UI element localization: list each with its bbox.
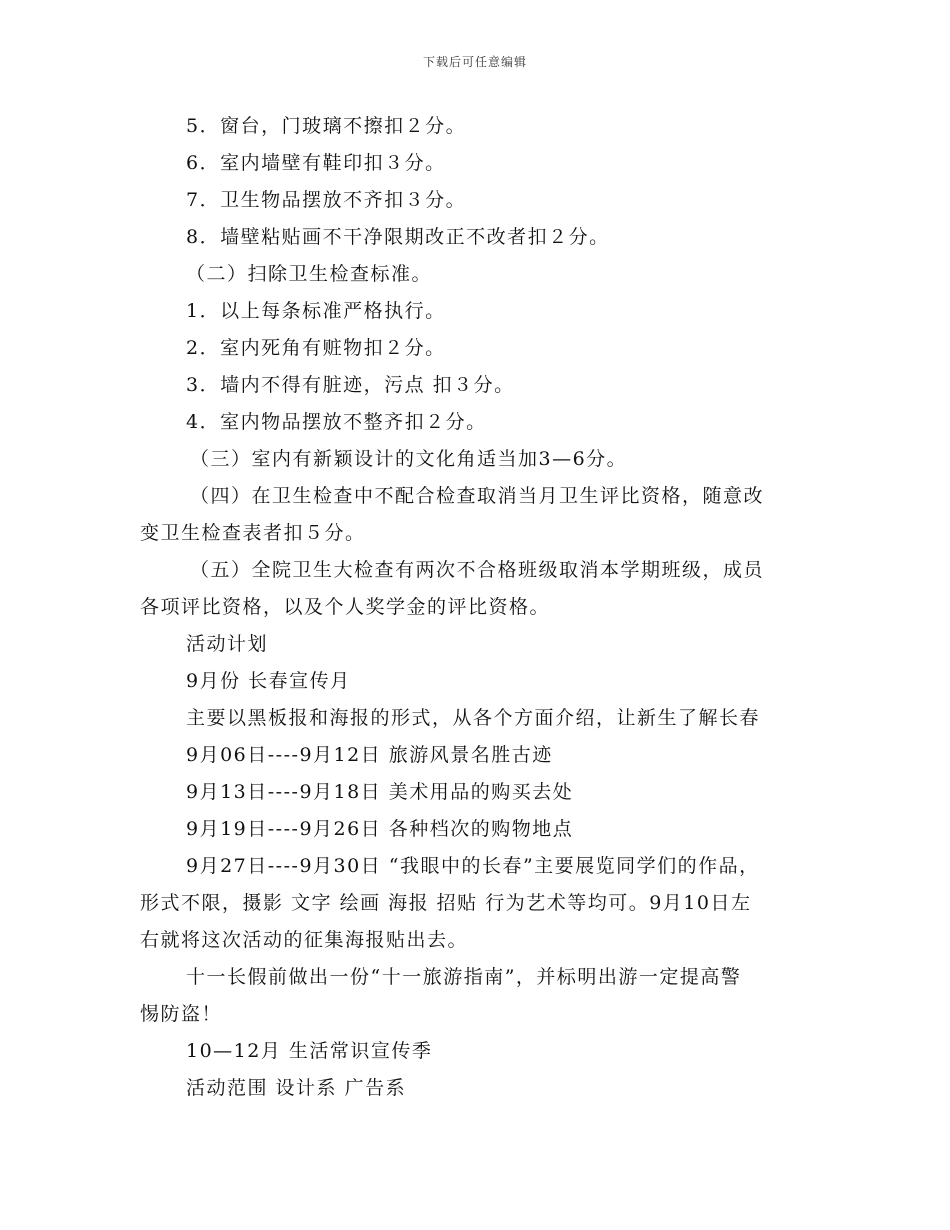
- text-line: 惕防盗！: [140, 1003, 223, 1025]
- text-line: （四）在卫生检查中不配合检查取消当月卫生评比资格，随意改: [190, 485, 765, 507]
- schedule-line: 9月13日----9月18日 美术用品的购买去处: [186, 781, 574, 803]
- schedule-line: 9月06日----9月12日 旅游风景名胜古迹: [186, 744, 553, 766]
- text-line: 6．室内墙壁有鞋印扣３分。: [186, 152, 446, 174]
- text-line: （三）室内有新颖设计的文化角适当加3—6分。: [190, 448, 628, 470]
- text-line: 变卫生检查表者扣５分。: [140, 522, 366, 544]
- text-line: 各项评比资格，以及个人奖学金的评比资格。: [140, 596, 551, 618]
- text-line: 形式不限，摄影 文字 绘画 海报 招贴 行为艺术等均可。9月10日左: [140, 892, 752, 914]
- section-heading: 活动计划: [186, 633, 269, 655]
- text-line: 4．室内物品摆放不整齐扣２分。: [186, 411, 487, 433]
- text-line: 7．卫生物品摆放不齐扣３分。: [186, 189, 467, 211]
- page-header-note: 下载后可任意编辑: [422, 55, 527, 69]
- text-line: 8．墙壁粘贴画不干净限期改正不改者扣２分。: [186, 226, 610, 248]
- schedule-line: 9月19日----9月26日 各种档次的购物地点: [186, 818, 574, 840]
- text-line: 3．墙内不得有脏迹，污点 扣３分。: [186, 374, 515, 396]
- text-line: 9月份 长春宣传月: [186, 670, 351, 692]
- text-line: 5．窗台，门玻璃不擦扣２分。: [186, 115, 467, 137]
- text-line: 2．室内死角有赃物扣２分。: [186, 337, 446, 359]
- text-line: 十一长假前做出一份“十一旅游指南”，并标明出游一定提高警: [186, 966, 742, 988]
- text-line: 主要以黑板报和海报的形式，从各个方面介绍，让新生了解长春: [186, 707, 761, 729]
- text-line: 1．以上每条标准严格执行。: [186, 300, 446, 322]
- schedule-line: 9月27日----9月30日 “我眼中的长春”主要展览同学们的作品，: [186, 855, 760, 877]
- text-line: 右就将这次活动的征集海报贴出去。: [140, 929, 469, 951]
- text-line: 10—12月 生活常识宣传季: [186, 1040, 433, 1062]
- section-heading: （二）扫除卫生检查标准。: [186, 263, 433, 285]
- text-line: 活动范围 设计系 广告系: [186, 1077, 407, 1099]
- text-line: （五）全院卫生大检查有两次不合格班级取消本学期班级，成员: [190, 559, 765, 581]
- document-body: [140, 108, 810, 1107]
